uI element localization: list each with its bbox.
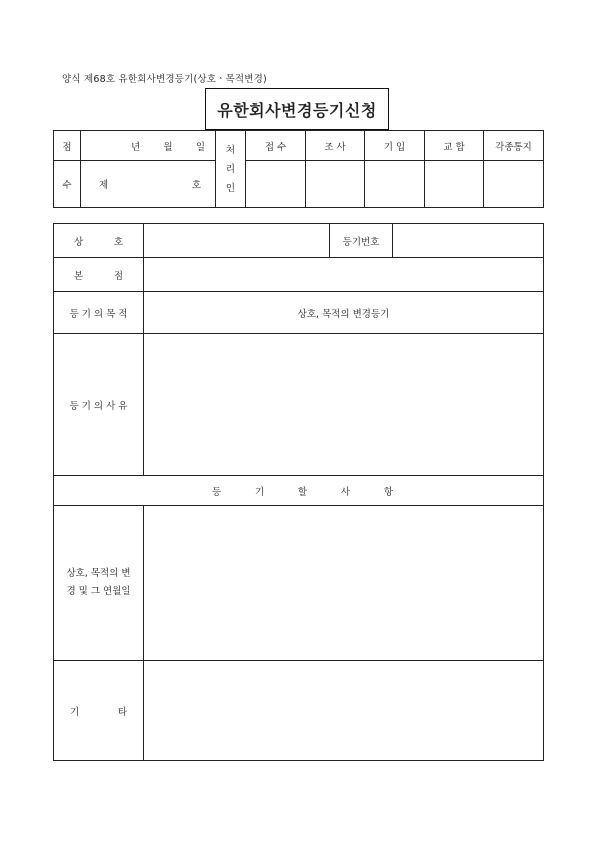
col-check: 교 합: [425, 131, 484, 161]
process-char-1: 처: [225, 144, 236, 156]
page-title: 유한회사변경등기신청: [205, 88, 389, 130]
other-label: 기 타: [54, 661, 144, 761]
receipt-number-field[interactable]: [81, 161, 216, 208]
purpose-value: 상호, 목적의 변경등기: [144, 292, 544, 334]
process-char-2: 리: [225, 163, 236, 175]
head-office-label: 본 점: [54, 258, 144, 292]
change-label-line2: 경 및 그 연월일: [66, 586, 131, 597]
col-entry: 기 입: [365, 131, 425, 161]
je-label: 제: [99, 180, 109, 191]
reg-no-label: 등기번호: [330, 224, 393, 258]
change-label-line1: 상호, 목적의 변: [66, 568, 131, 579]
company-name-field[interactable]: [144, 224, 330, 258]
reg-no-field[interactable]: [393, 224, 544, 258]
entry-stamp-cell[interactable]: [365, 161, 425, 208]
head-office-field[interactable]: [144, 258, 544, 292]
cause-field[interactable]: [144, 334, 544, 476]
matters-header: 등 기 할 사 항: [54, 476, 544, 506]
other-field[interactable]: [144, 661, 544, 761]
receipt-jeop-label: 점: [54, 131, 81, 161]
receipt-date-field[interactable]: [81, 131, 216, 161]
process-char-3: 인: [225, 182, 236, 194]
application-table: [53, 223, 544, 761]
col-notices: 각종통지: [484, 131, 544, 161]
company-name-label: 상 호: [54, 224, 144, 258]
col-receipt: 접 수: [246, 131, 306, 161]
receipt-su-label: 수: [54, 161, 81, 208]
cause-label: 등 기 의 사 유: [54, 334, 144, 476]
receipt-stamp-cell[interactable]: [246, 161, 306, 208]
year-label: 년: [131, 141, 141, 153]
month-label: 월: [163, 141, 173, 153]
investigation-stamp-cell[interactable]: [306, 161, 365, 208]
change-field[interactable]: [144, 506, 544, 661]
change-label: [54, 506, 144, 661]
process-label: [216, 131, 246, 208]
purpose-label: 등 기 의 목 적: [54, 292, 144, 334]
col-investigation: 조 사: [306, 131, 365, 161]
notices-stamp-cell[interactable]: [484, 161, 544, 208]
form-id-label: 양식 제68호 유한회사변경등기(상호ㆍ목적변경): [62, 74, 267, 85]
receipt-table: [53, 130, 544, 208]
check-stamp-cell[interactable]: [425, 161, 484, 208]
ho-label: 호: [191, 180, 201, 191]
day-label: 일: [195, 141, 205, 153]
